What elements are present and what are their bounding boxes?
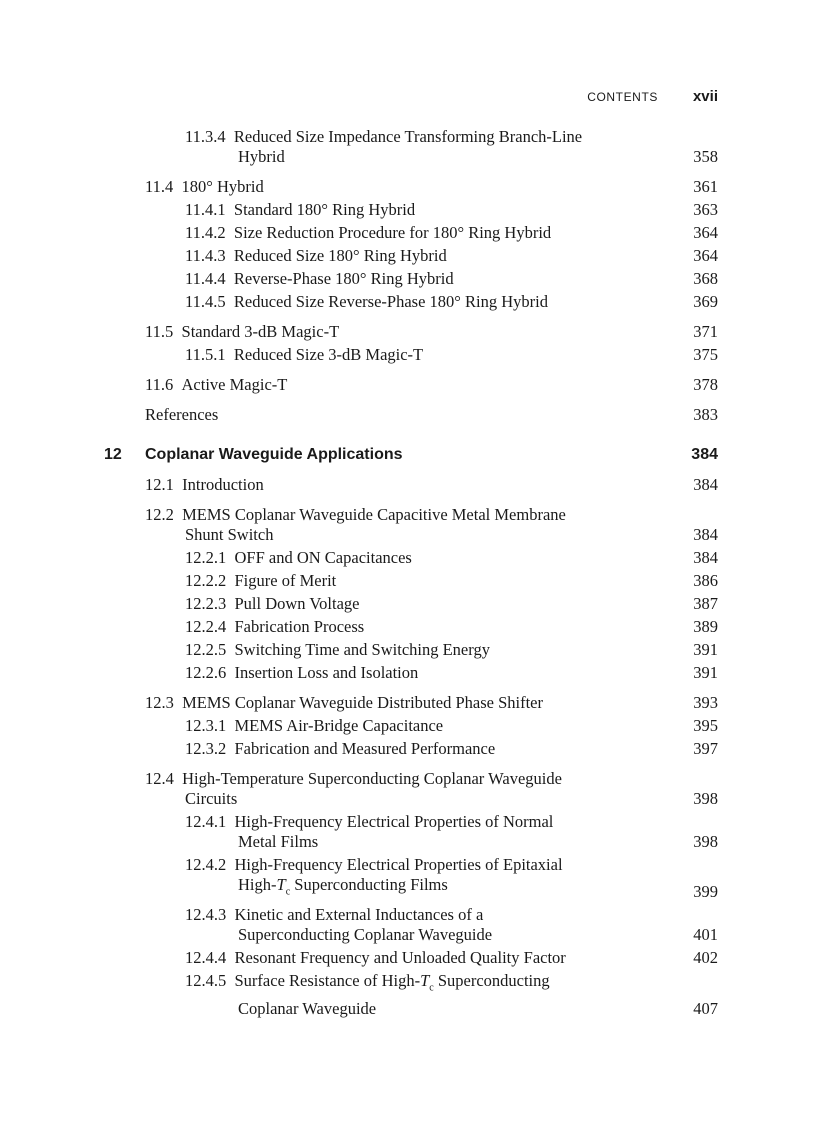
entry-title-cont: Shunt Switch [185, 525, 274, 544]
entry-page: 363 [693, 200, 718, 219]
entry-page: 364 [693, 246, 718, 265]
entry-page: 383 [693, 405, 718, 424]
entry-title: Kinetic and External Inductances of a [234, 905, 484, 925]
entry-page: 378 [693, 375, 718, 394]
entry-number: 12.4.5 [185, 971, 227, 991]
entry-title: Fabrication and Measured Performance [234, 739, 496, 758]
toc-entry [185, 739, 816, 759]
entry-page: 364 [693, 223, 718, 242]
chapter-number: 12 [104, 446, 122, 463]
entry-page: 391 [693, 640, 718, 659]
page-header [0, 90, 816, 110]
entry-title: 180° Hybrid [181, 177, 264, 196]
entry-title: MEMS Air-Bridge Capacitance [234, 716, 444, 735]
toc-entry [145, 177, 816, 197]
toc-entry [145, 322, 816, 342]
entry-number: 12.3.2 [185, 739, 227, 758]
entry-title: Switching Time and Switching Energy [234, 640, 490, 659]
chapter-page: 384 [691, 446, 718, 463]
toc-entry [185, 269, 816, 289]
toc-entry [185, 640, 816, 660]
entry-number: 12.2.3 [185, 594, 227, 613]
entry-title: Insertion Loss and Isolation [234, 663, 419, 682]
entry-page: 361 [693, 177, 718, 196]
entry-number: 12.2.2 [185, 571, 227, 590]
entry-page: 384 [693, 548, 718, 567]
entry-page: 393 [693, 693, 718, 712]
entry-number: 11.4.2 [185, 223, 226, 242]
toc-entry [185, 345, 816, 365]
entry-title: Pull Down Voltage [234, 594, 360, 613]
entry-title-cont: Metal Films [238, 832, 319, 851]
entry-page: 395 [693, 716, 718, 735]
entry-number: 11.4 [145, 177, 174, 196]
entry-title: MEMS Coplanar Waveguide Distributed Phase Shifter [182, 693, 543, 712]
chapter-heading [0, 445, 816, 465]
page-number: xvii [692, 88, 718, 105]
toc-entry [185, 948, 816, 968]
entry-page: 399 [693, 882, 718, 902]
entry-number: 12.2 [145, 505, 174, 524]
entry-title: Reduced Size 180° Ring Hybrid [233, 246, 447, 265]
toc-entry [185, 617, 816, 637]
toc-entry [185, 548, 816, 568]
entry-page: 389 [693, 617, 718, 636]
entry-title-cont: Superconducting Coplanar Waveguide [238, 925, 493, 945]
entry-number: 12.4 [145, 769, 174, 788]
entry-number: 11.4.5 [185, 292, 226, 311]
entry-title-cont: Hybrid [238, 147, 285, 166]
entry-page: 391 [693, 663, 718, 682]
entry-page: 398 [693, 789, 718, 808]
entry-title-cont: Circuits [185, 789, 238, 808]
entry-page: 369 [693, 292, 718, 311]
table-of-contents [0, 127, 816, 1019]
entry-title: OFF and ON Capacitances [234, 548, 412, 567]
toc-entry [185, 855, 816, 902]
entry-title-cont: High-$T_c$ Superconducting Films [238, 875, 448, 898]
entry-page: 371 [693, 322, 718, 341]
entry-title: Standard 3-dB Magic-T [181, 322, 340, 341]
entry-title: Surface Resistance of High-$T_c$ Superconducting [234, 971, 550, 994]
toc-entry [185, 812, 816, 852]
toc-entry [185, 127, 816, 167]
entry-number: 12.1 [145, 475, 174, 494]
entry-title: References [145, 405, 219, 424]
entry-title: Fabrication Process [234, 617, 365, 636]
entry-title-cont: Coplanar Waveguide [238, 998, 377, 1018]
toc-entry [185, 571, 816, 591]
entry-page: 398 [693, 832, 718, 851]
entry-page: 397 [693, 739, 718, 758]
toc-entry [185, 663, 816, 683]
toc-entry [145, 769, 816, 809]
entry-title: Size Reduction Procedure for 180° Ring Hybrid [233, 223, 552, 242]
entry-page: 387 [693, 594, 718, 613]
entry-number: 11.4.1 [185, 200, 226, 219]
entry-title: Reduced Size Reverse-Phase 180° Ring Hybrid [233, 292, 548, 311]
entry-number: 12.2.1 [185, 548, 227, 567]
entry-page: 358 [693, 147, 718, 166]
toc-entry [185, 200, 816, 220]
entry-page: 368 [693, 269, 718, 288]
entry-number: 11.4.3 [185, 246, 226, 265]
entry-page: 402 [693, 948, 718, 968]
toc-entry [145, 405, 816, 425]
entry-number: 11.4.4 [185, 269, 226, 288]
entry-title: Introduction [182, 475, 264, 494]
entry-number: 11.5.1 [185, 345, 226, 364]
entry-title: High-Temperature Superconducting Coplanar Waveguide [182, 769, 562, 788]
entry-number: 11.6 [145, 375, 174, 394]
toc-entry [185, 905, 816, 945]
entry-number: 12.3.1 [185, 716, 227, 735]
running-head: CONTENTS [587, 90, 658, 104]
entry-title: Standard 180° Ring Hybrid [233, 200, 416, 219]
entry-title: Active Magic-T [181, 375, 288, 394]
toc-entry [145, 375, 816, 395]
entry-number: 12.2.6 [185, 663, 227, 682]
entry-number: 12.3 [145, 693, 174, 712]
toc-entry [185, 971, 816, 1018]
toc-entry [185, 594, 816, 614]
entry-number: 12.4.1 [185, 812, 227, 831]
entry-number: 11.3.4 [185, 127, 226, 146]
entry-title: MEMS Coplanar Waveguide Capacitive Metal Membrane [182, 505, 566, 524]
entry-title: Figure of Merit [234, 571, 337, 590]
toc-entry [145, 475, 816, 495]
toc-entry [185, 292, 816, 312]
entry-number: 12.4.4 [185, 948, 227, 968]
entry-number: 12.2.5 [185, 640, 227, 659]
entry-number: 11.5 [145, 322, 174, 341]
entry-number: 12.2.4 [185, 617, 227, 636]
entry-title: Reduced Size Impedance Transforming Branch-Line [233, 127, 583, 146]
chapter-title: Coplanar Waveguide Applications [145, 446, 403, 463]
entry-title: High-Frequency Electrical Properties of Epitaxial [234, 855, 563, 874]
toc-entry [145, 693, 816, 713]
entry-page: 407 [693, 998, 718, 1018]
entry-page: 386 [693, 571, 718, 590]
entry-page: 375 [693, 345, 718, 364]
toc-entry [185, 246, 816, 266]
toc-entry [185, 223, 816, 243]
entry-title: Resonant Frequency and Unloaded Quality Factor [234, 948, 566, 968]
entry-title: Reduced Size 3-dB Magic-T [233, 345, 424, 364]
entry-title: High-Frequency Electrical Properties of Normal [234, 812, 554, 831]
toc-entry [145, 505, 816, 545]
entry-page: 384 [693, 475, 718, 494]
toc-entry [185, 716, 816, 736]
entry-title: Reverse-Phase 180° Ring Hybrid [233, 269, 454, 288]
entry-number: 12.4.3 [185, 905, 227, 925]
entry-number: 12.4.2 [185, 855, 227, 874]
entry-page: 401 [693, 925, 718, 945]
entry-page: 384 [693, 525, 718, 544]
